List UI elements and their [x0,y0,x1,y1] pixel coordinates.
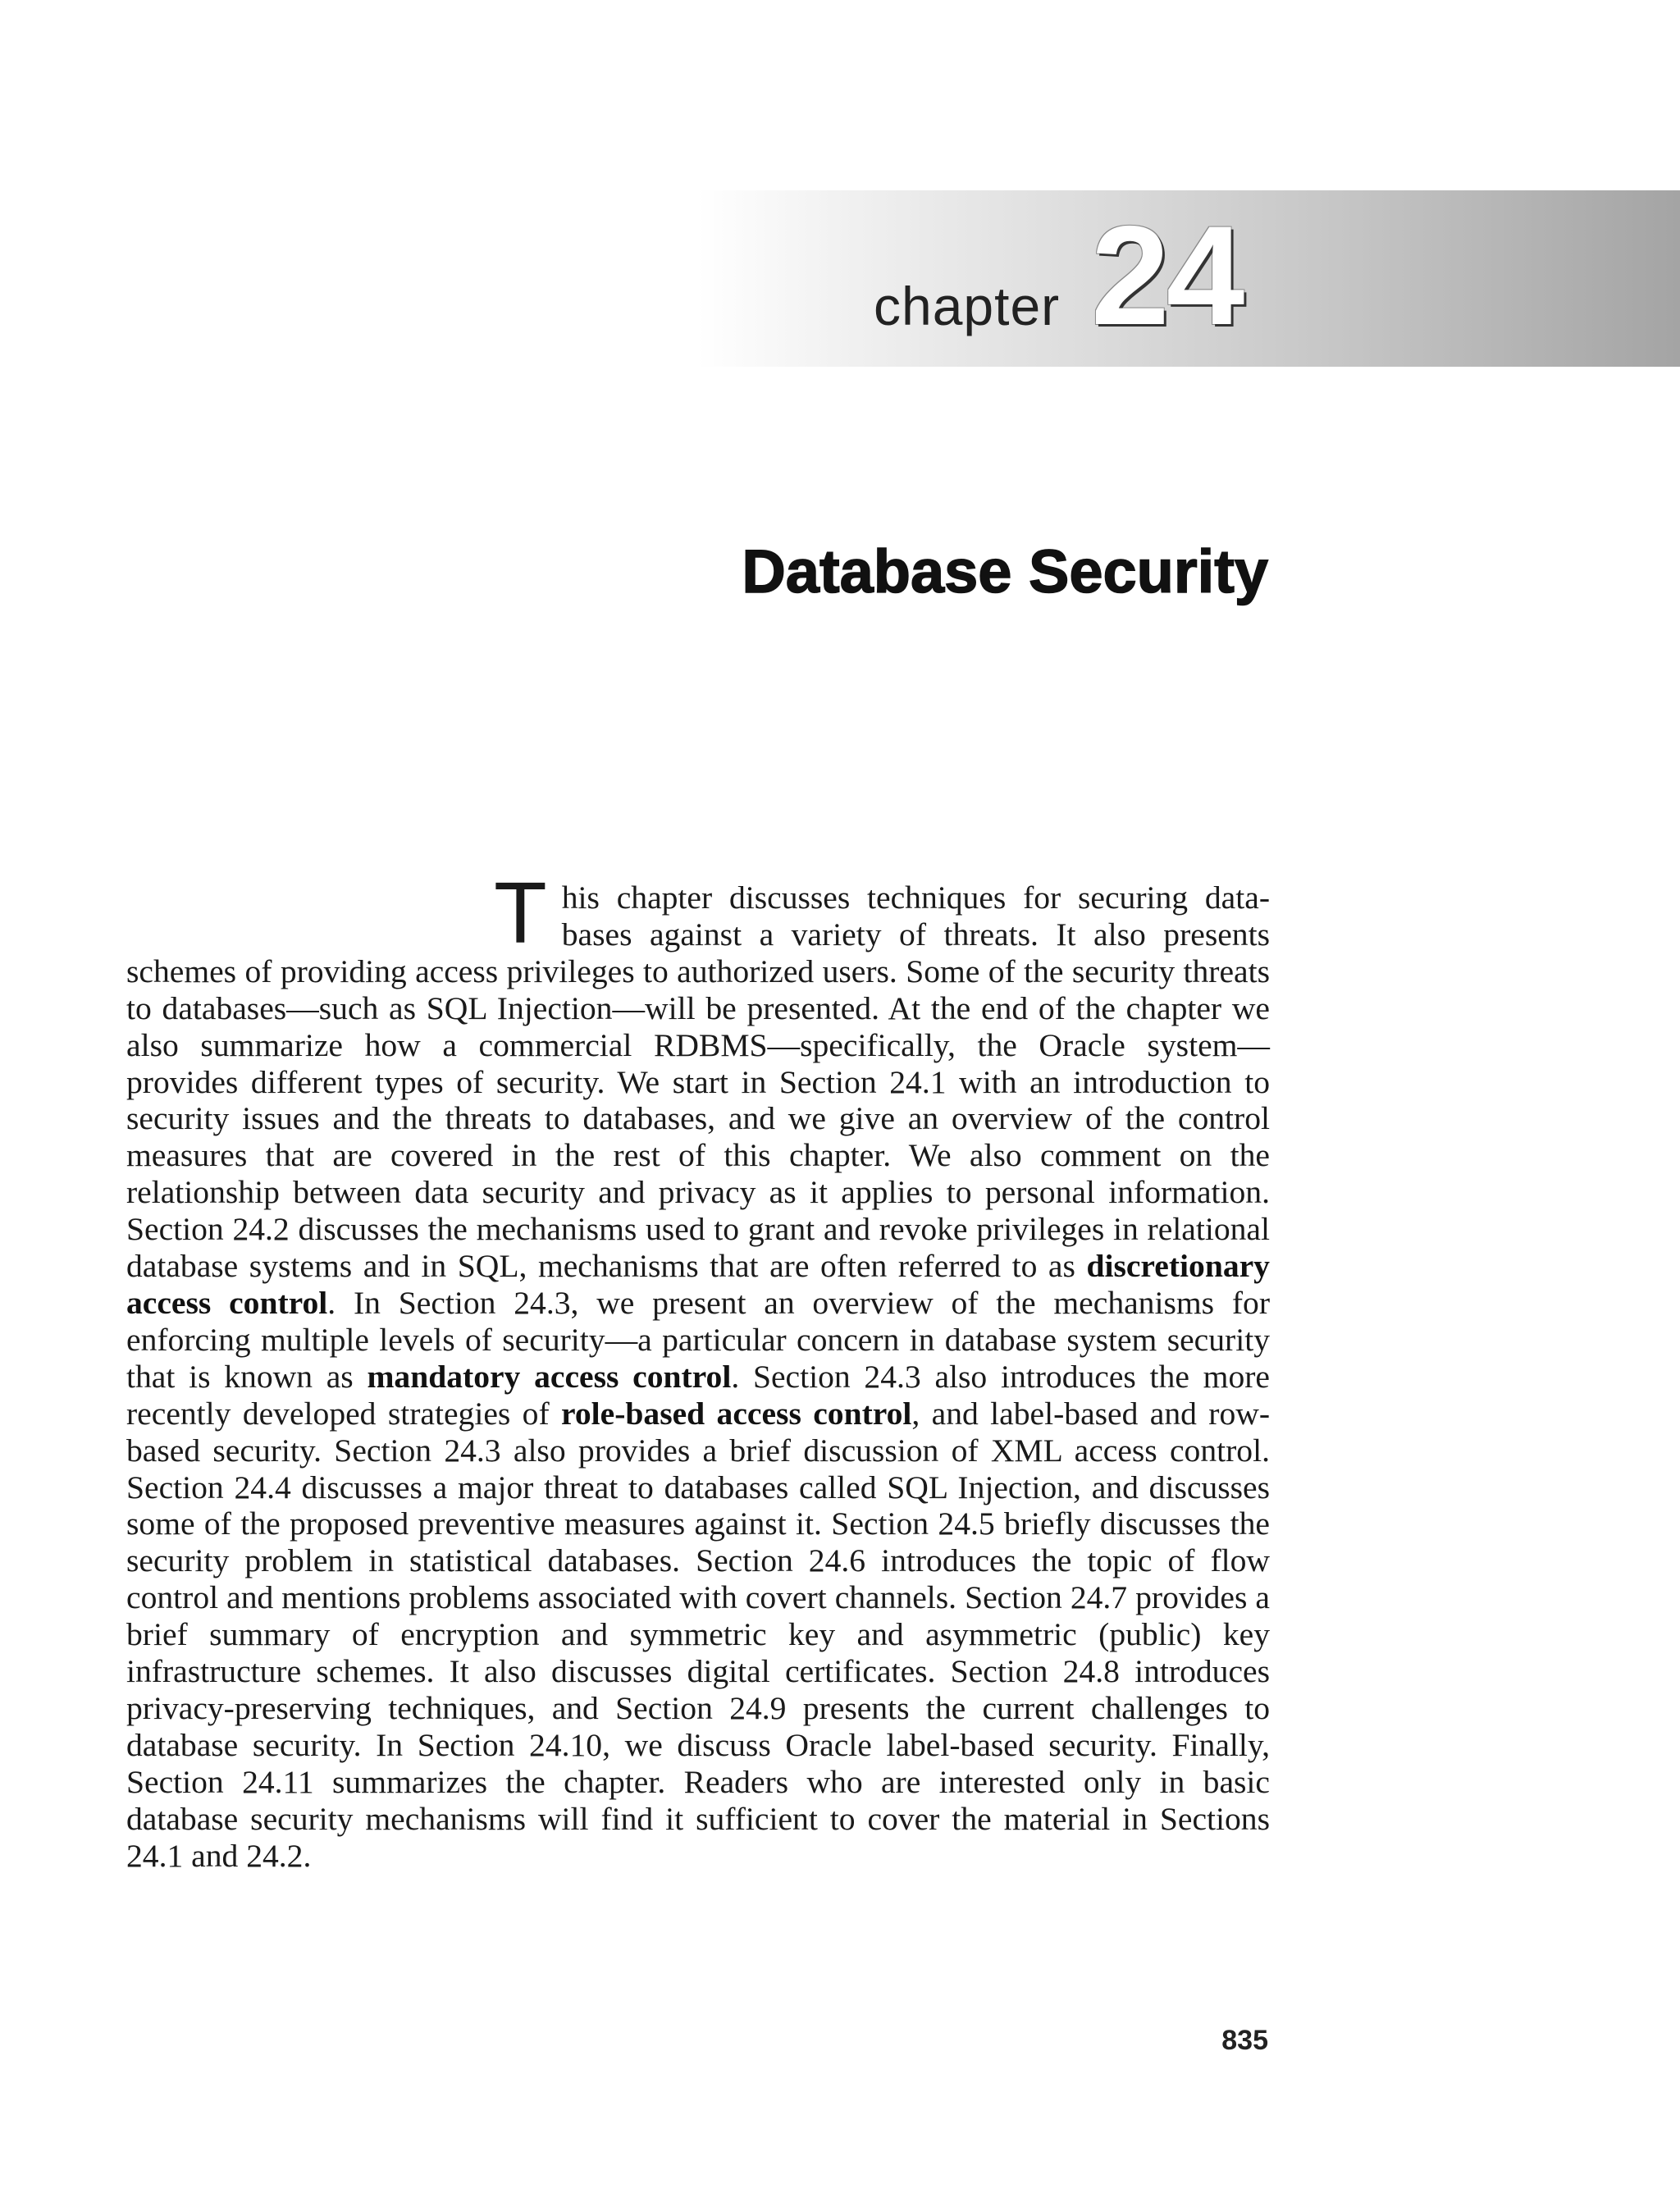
page-number: 835 [1221,2025,1268,2056]
intro-indent [126,879,494,953]
intro-text-4: , and label-based and row-based security. Section 24.3 also provides a brief discussion of XML access control. Section 24.4 discusses a major threat to databases called SQL Injection, and discusses some of the proposed preventive measures against it. Section 24.5 briefly discusses the security problem in statistical databases. Section 24.6 introduces the topic of flow control and mentions problems associated with covert channels. Section 24.7 provides a brief summary of encryption and symmetric key and asymmetric (public) key infrastructure schemes. It also discusses digital certificates. Section 24.8 introduces privacy-preserving techniques, and Section 24.9 presents the current challenges to database security. In Section 24.10, we discuss Oracle label-based security. Finally, Section 24.11 summarizes the chapter. Readers who are interested only in basic database security mechanisms will find it sufficient to cover the material in Sections 24.1 and 24.2. [126,1395,1271,1874]
term-mandatory-access-control: mandatory access control [367,1358,732,1395]
term-discretionary-access-control: discretionary access control [126,1248,1270,1321]
intro-text-2: . In Section 24.3, we present an overview of the mechanisms for enforcing multiple levels of security—a particular concern in database system security that is known as [126,1284,1270,1395]
drop-cap: T [494,865,547,962]
term-role-based-access-control: role-based access control [561,1395,912,1432]
intro-text-3: . Section 24.3 also introduces the more recently developed strategies of [126,1358,1270,1432]
chapter-number: 24 [1091,197,1242,354]
chapter-title: Database Security [742,537,1268,605]
chapter-label: chapter [874,276,1061,336]
intro-paragraph [126,865,1271,1874]
intro-text-lead: his chapter discusses techniques for securing databases against a variety of threats. It also presents schemes of providing access privileges to authorized users. Some of the security threats to databases—such as SQL Injection—will be presented. At the end of the chapter we also summarize how a commercial RDBMS—specifically, the Oracle system—provides different types of security. We start in Section 24.1 with an introduction to security issues and the threats to databases, and we give an overview of the control measures that are covered in the rest of this chapter. We also comment on the relationship between data security and privacy as it applies to personal information. Section 24.2 discusses the mechanisms used to grant and revoke privileges in relational database systems and in SQL, mechanisms that are often referred to as [126,879,1270,1285]
